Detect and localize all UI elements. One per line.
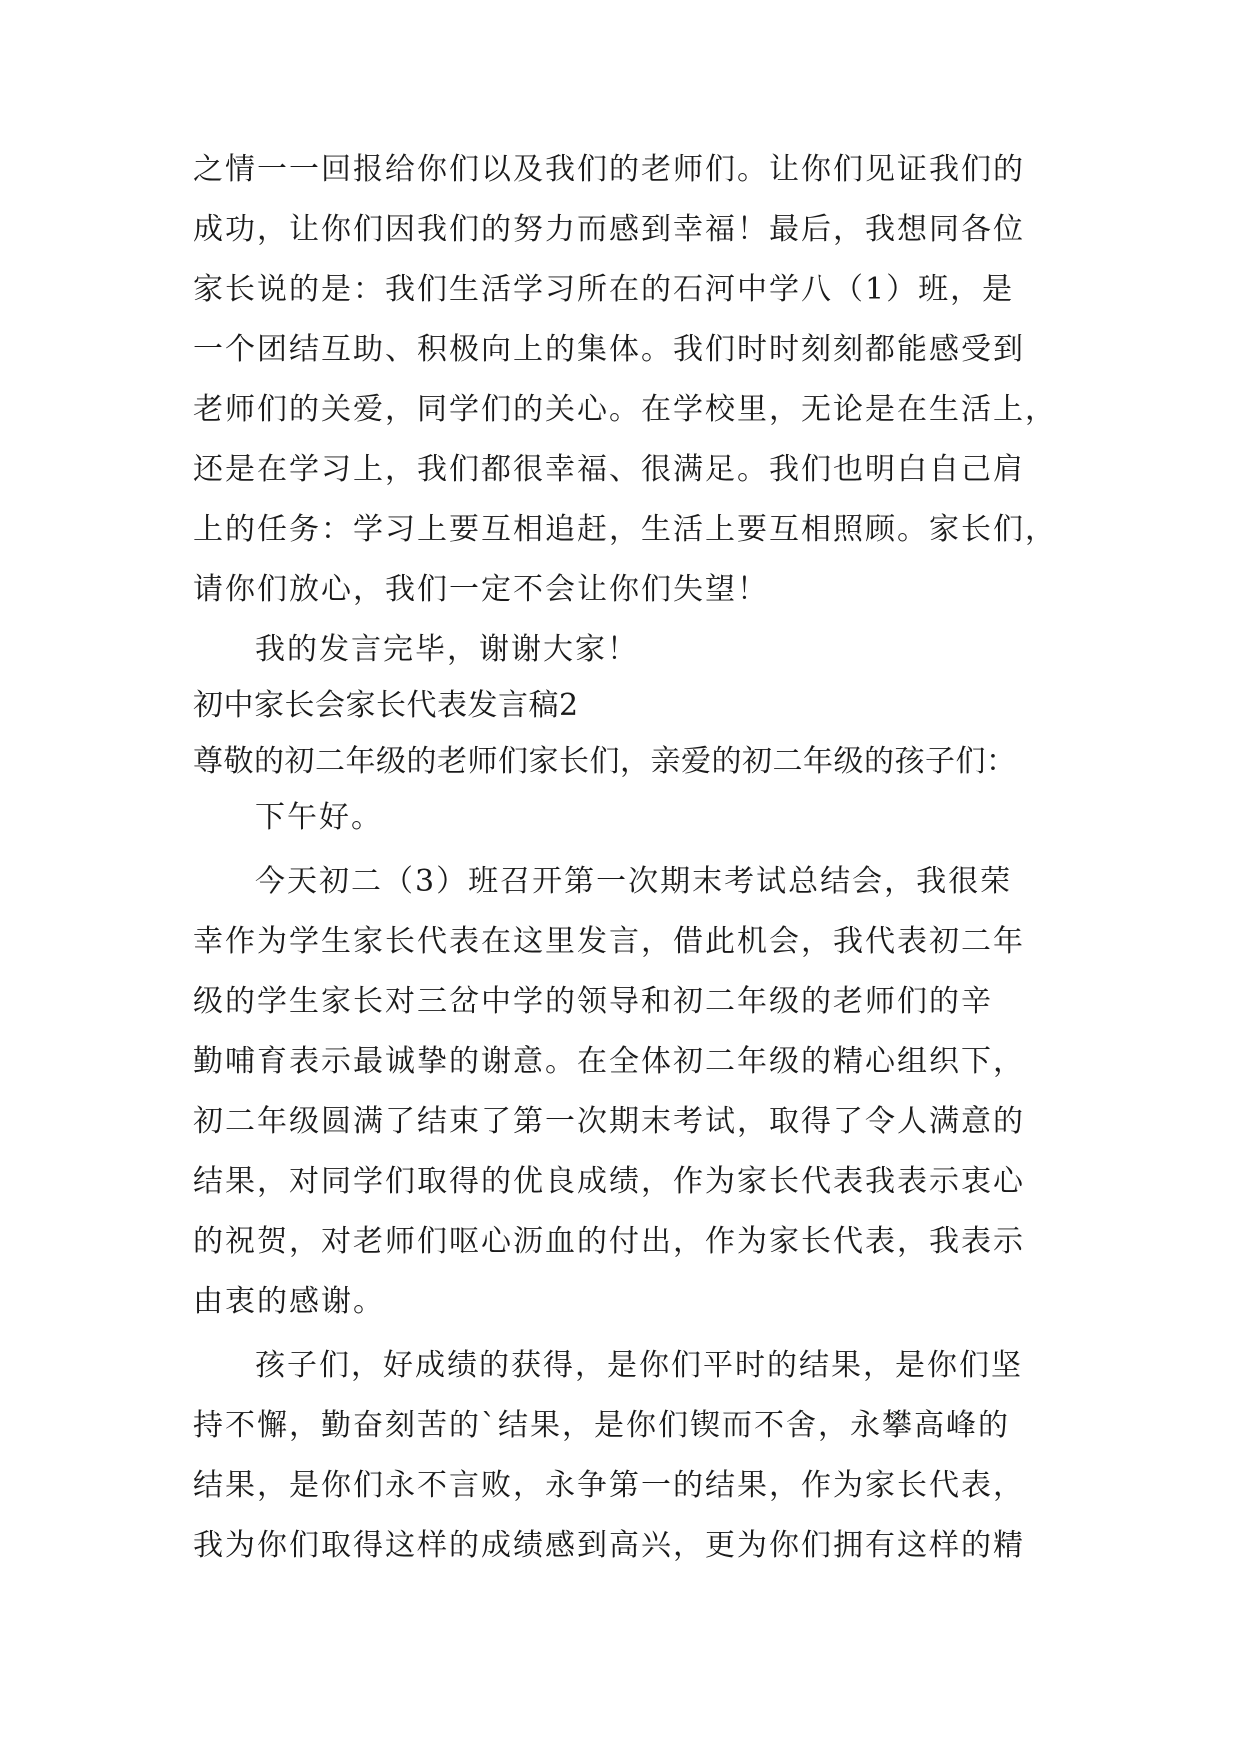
text-line-16: 勤哺育表示最诚挚的谢意。在全体初二年级的精心组织下， [193, 1044, 1025, 1079]
salutation: 尊敬的初二年级的老师们家长们，亲爱的初二年级的孩子们： [193, 744, 1017, 779]
text-line-6: 还是在学习上，我们都很幸福、很满足。我们也明白自己肩 [193, 452, 1025, 487]
section-title: 初中家长会家长代表发言稿2 [193, 688, 579, 723]
text-line-21: 孩子们，好成绩的获得，是你们平时的结果，是你们坚 [255, 1348, 1023, 1383]
text-line-20: 由衷的感谢。 [193, 1284, 385, 1319]
closing-line: 我的发言完毕，谢谢大家！ [255, 632, 639, 667]
text-line-22: 持不懈，勤奋刻苦的`结果，是你们锲而不舍，永攀高峰的 [193, 1408, 1010, 1443]
text-line-23: 结果，是你们永不言败，永争第一的结果，作为家长代表， [193, 1468, 1025, 1503]
text-line-24: 我为你们取得这样的成绩感到高兴，更为你们拥有这样的精 [193, 1528, 1025, 1563]
text-line-19: 的祝贺，对老师们呕心沥血的付出，作为家长代表，我表示 [193, 1224, 1025, 1259]
text-line-3: 家长说的是：我们生活学习所在的石河中学八（1）班，是 [193, 272, 1015, 307]
text-line-13: 今天初二（3）班召开第一次期末考试总结会，我很荣 [255, 864, 1013, 899]
text-line-8: 请你们放心，我们一定不会让你们失望！ [193, 572, 769, 607]
text-line-4: 一个团结互助、积极向上的集体。我们时时刻刻都能感受到 [193, 332, 1025, 367]
text-line-5: 老师们的关爱，同学们的关心。在学校里，无论是在生活上， [193, 392, 1057, 427]
text-line-1: 之情一一回报给你们以及我们的老师们。让你们见证我们的 [193, 152, 1025, 187]
text-line-2: 成功，让你们因我们的努力而感到幸福！最后，我想同各位 [193, 212, 1025, 247]
text-line-7: 上的任务：学习上要互相追赶，生活上要互相照顾。家长们， [193, 512, 1057, 547]
text-line-14: 幸作为学生家长代表在这里发言，借此机会，我代表初二年 [193, 924, 1025, 959]
text-line-15: 级的学生家长对三岔中学的领导和初二年级的老师们的辛 [193, 984, 993, 1019]
text-line-17: 初二年级圆满了结束了第一次期末考试，取得了令人满意的 [193, 1104, 1025, 1139]
text-line-18: 结果，对同学们取得的优良成绩，作为家长代表我表示衷心 [193, 1164, 1025, 1199]
greeting: 下午好。 [255, 800, 383, 835]
